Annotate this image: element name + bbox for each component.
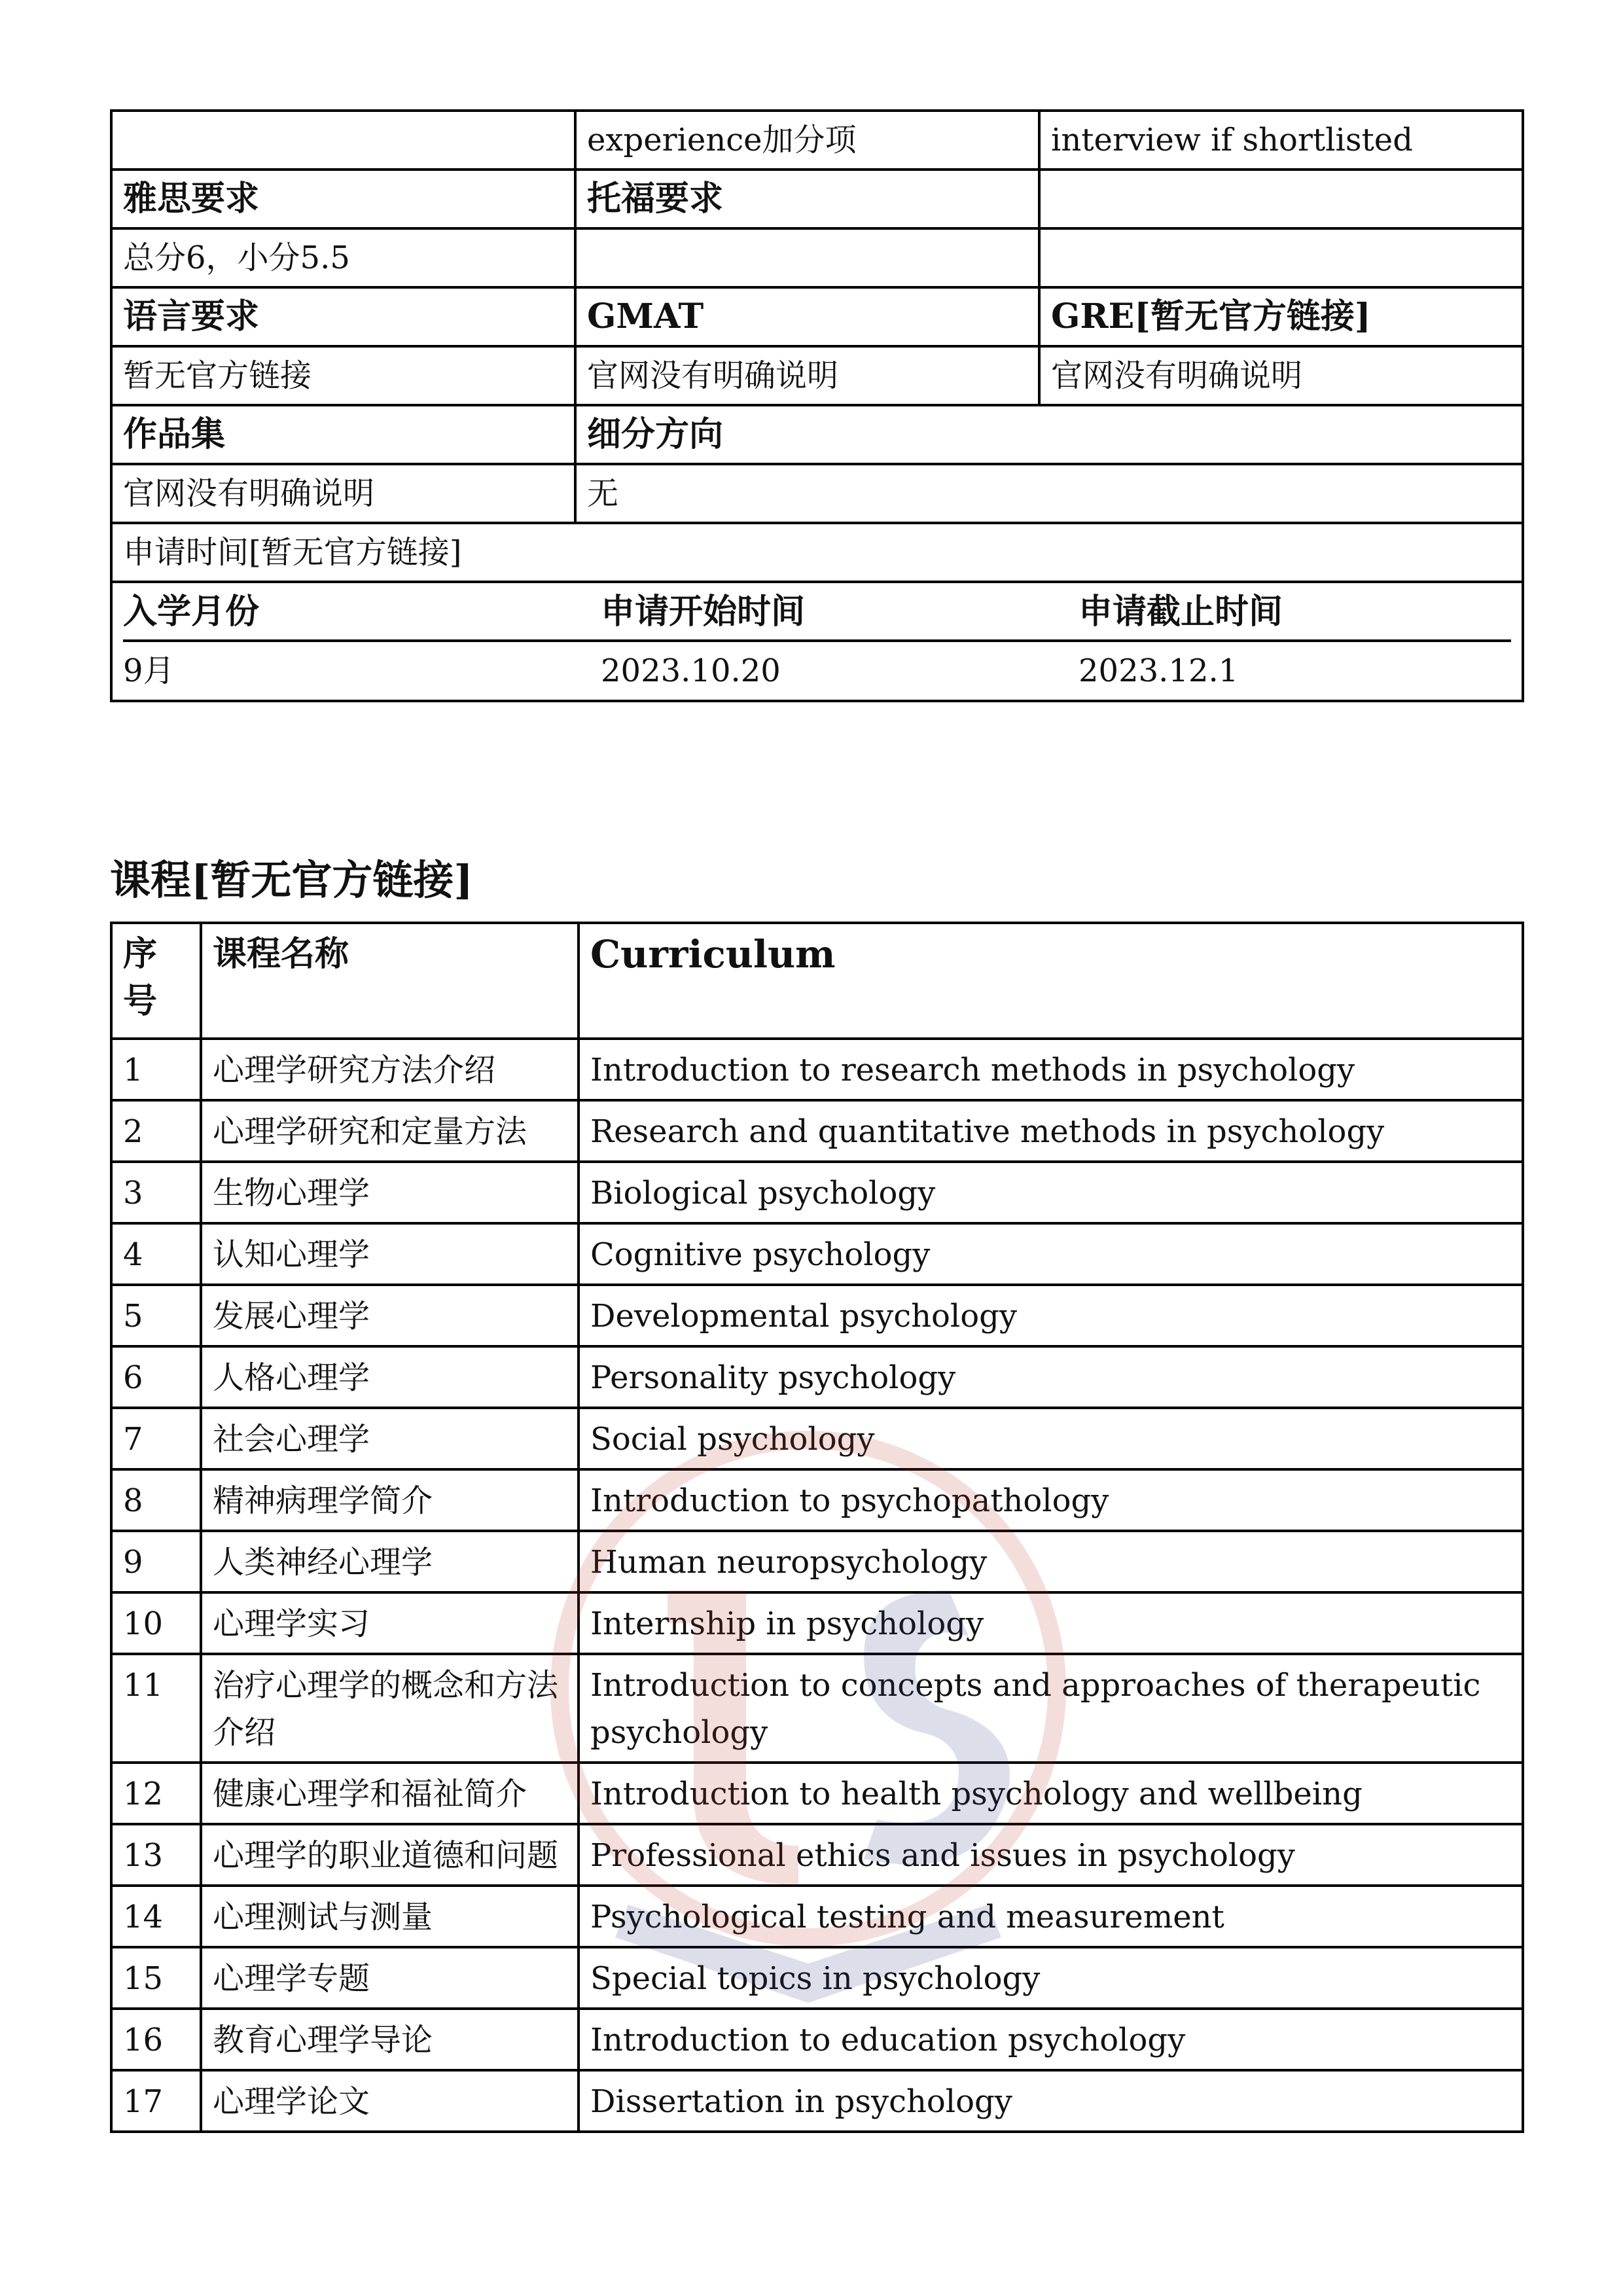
course-name-cn: 心理学的职业道德和问题 [201,1824,579,1886]
portfolio-label: 作品集 [111,405,575,464]
course-row [111,1039,1523,1100]
toefl-value [575,228,1039,287]
course-number: 2 [111,1100,201,1162]
course-row [111,1346,1523,1408]
course-number: 15 [111,1947,201,2009]
course-table [110,922,1524,2133]
gmat-value: 官网没有明确说明 [575,346,1039,405]
table-row [111,405,1523,464]
course-number: 11 [111,1654,201,1763]
course-body [111,1039,1523,2132]
course-row [111,1100,1523,1162]
course-number: 16 [111,2009,201,2070]
course-name-cn: 心理学论文 [201,2070,579,2132]
language-label: 语言要求 [111,287,575,346]
course-name-cn: 生物心理学 [201,1162,579,1223]
course-name-en: Research and quantitative methods in psychology [579,1100,1523,1162]
start-date-header: 申请开始时间 [601,592,806,632]
table-row [111,523,1523,582]
course-name-en: Internship in psychology [579,1592,1523,1654]
course-number: 17 [111,2070,201,2132]
course-number: 5 [111,1285,201,1346]
application-time-values [123,642,1511,700]
course-name-en: Introduction to education psychology [579,2009,1523,2070]
experience-note: experience加分项 [575,111,1039,170]
course-name-cn: 发展心理学 [201,1285,579,1346]
course-number: 8 [111,1469,201,1531]
table-row [111,170,1523,228]
intake-month-header: 入学月份 [123,592,260,632]
gre-value: 官网没有明确说明 [1039,346,1523,405]
course-name-en: Introduction to psychopathology [579,1469,1523,1531]
course-name-en: Professional ethics and issues in psychology [579,1824,1523,1886]
course-name-cn: 心理学研究方法介绍 [201,1039,579,1100]
admission-info-table [110,109,1524,702]
course-name-cn: 心理测试与测量 [201,1886,579,1947]
course-number: 9 [111,1531,201,1592]
deadline-value: 2023.12.1 [1079,653,1239,689]
interview-note: interview if shortlisted [1039,111,1523,170]
course-name-en: Introduction to health psychology and wellbeing [579,1763,1523,1824]
gre-label: GRE[暂无官方链接] [1039,287,1523,346]
course-name-en: Human neuropsychology [579,1531,1523,1592]
course-name-en: Special topics in psychology [579,1947,1523,2009]
course-row [111,1531,1523,1592]
course-name-en: Introduction to concepts and approaches of therapeutic psychology [579,1654,1523,1763]
toefl-label: 托福要求 [575,170,1039,228]
course-row [111,1223,1523,1285]
table-row [111,464,1523,523]
course-name-cn: 社会心理学 [201,1408,579,1469]
application-time-title: 申请时间[暂无官方链接] [111,523,1523,582]
direction-label: 细分方向 [575,405,1523,464]
course-name-cn: 教育心理学导论 [201,2009,579,2070]
course-row [111,1654,1523,1763]
course-row [111,2070,1523,2132]
course-name-en: Personality psychology [579,1346,1523,1408]
header-course-name: 课程名称 [201,923,579,1039]
course-name-cn: 健康心理学和福祉简介 [201,1763,579,1824]
table-row [111,346,1523,405]
direction-value: 无 [575,464,1523,523]
course-row [111,1947,1523,2009]
course-name-cn: 心理学专题 [201,1947,579,2009]
course-row [111,1592,1523,1654]
course-name-cn: 精神病理学简介 [201,1469,579,1531]
table-row [111,111,1523,170]
header-number: 序号 [111,923,201,1039]
course-name-en: Cognitive psychology [579,1223,1523,1285]
course-row [111,1469,1523,1531]
course-name-cn: 人类神经心理学 [201,1531,579,1592]
course-name-cn: 心理学实习 [201,1592,579,1654]
course-number: 12 [111,1763,201,1824]
cell-empty [1039,228,1523,287]
table-row [111,582,1523,701]
course-number: 14 [111,1886,201,1947]
course-name-cn: 心理学研究和定量方法 [201,1100,579,1162]
ielts-value: 总分6，小分5.5 [111,228,575,287]
course-name-en: Biological psychology [579,1162,1523,1223]
course-header-row [111,923,1523,1039]
table-row [111,228,1523,287]
course-name-en: Dissertation in psychology [579,2070,1523,2132]
course-number: 6 [111,1346,201,1408]
course-row [111,1763,1523,1824]
table-row [111,287,1523,346]
course-name-cn: 治疗心理学的概念和方法介绍 [201,1654,579,1763]
course-number: 13 [111,1824,201,1886]
language-value: 暂无官方链接 [111,346,575,405]
course-row [111,1824,1523,1886]
portfolio-value: 官网没有明确说明 [111,464,575,523]
course-number: 4 [111,1223,201,1285]
application-time-header [123,583,1511,642]
ielts-label: 雅思要求 [111,170,575,228]
course-row [111,2009,1523,2070]
course-name-en: Psychological testing and measurement [579,1886,1523,1947]
course-row [111,1886,1523,1947]
course-name-en: Developmental psychology [579,1285,1523,1346]
header-curriculum: Curriculum [579,923,1523,1039]
gmat-label: GMAT [575,287,1039,346]
cell-empty [1039,170,1523,228]
course-row [111,1162,1523,1223]
start-date-value: 2023.10.20 [601,653,781,689]
course-name-en: Social psychology [579,1408,1523,1469]
course-row [111,1285,1523,1346]
course-heading: 课程[暂无官方链接] [110,856,473,904]
cell-empty [111,111,575,170]
course-number: 10 [111,1592,201,1654]
application-time-cell [111,582,1523,701]
course-name-cn: 认知心理学 [201,1223,579,1285]
course-number: 7 [111,1408,201,1469]
course-row [111,1408,1523,1469]
deadline-header: 申请截止时间 [1079,592,1283,632]
intake-month-value: 9月 [123,653,175,689]
course-name-cn: 人格心理学 [201,1346,579,1408]
course-number: 3 [111,1162,201,1223]
course-name-en: Introduction to research methods in psychology [579,1039,1523,1100]
course-number: 1 [111,1039,201,1100]
